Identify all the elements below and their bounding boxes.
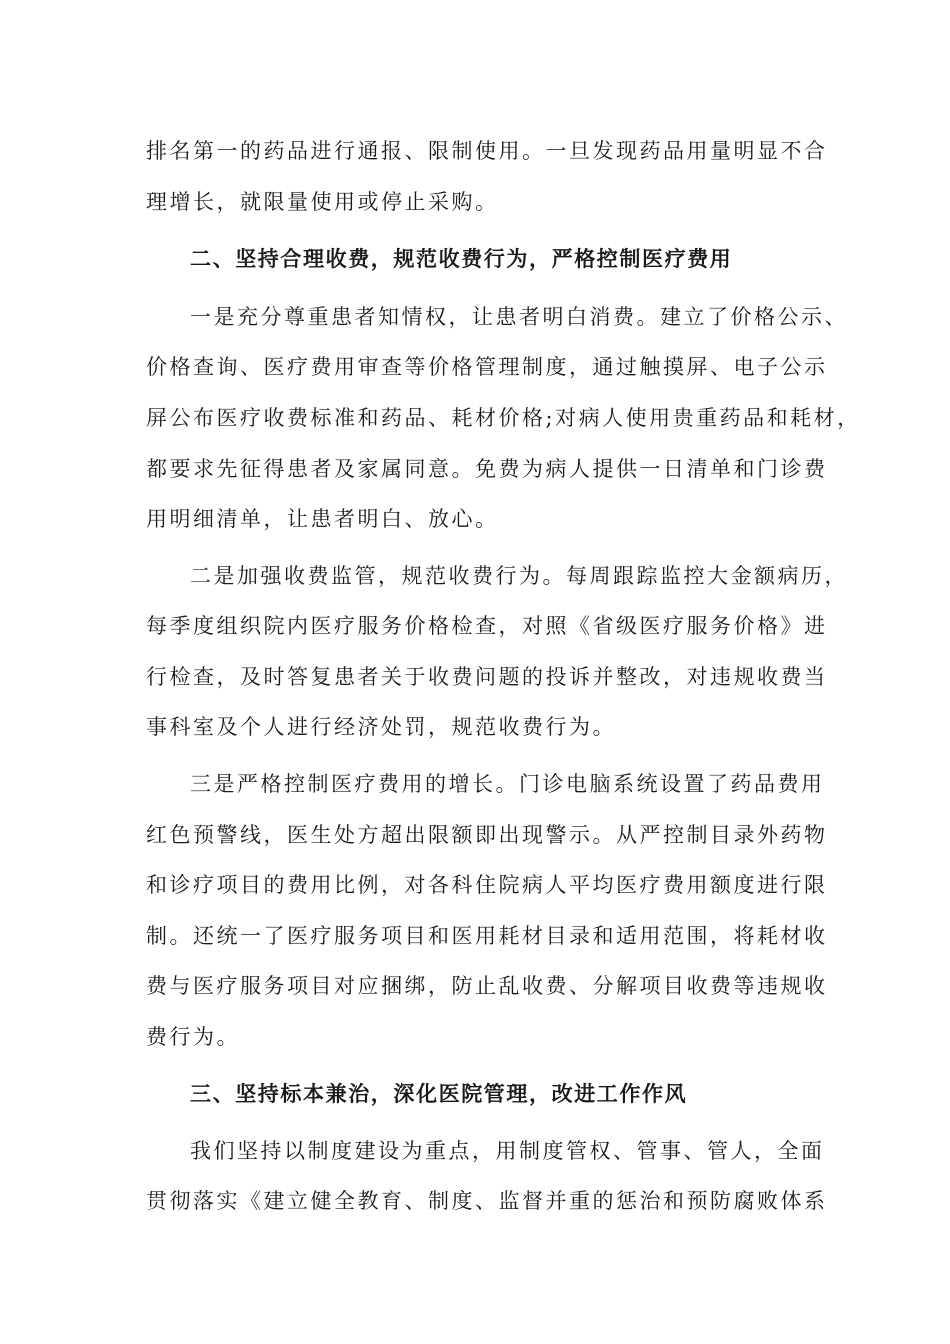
paragraph-line: 事科室及个人进行经济处罚，规范收费行为。 — [146, 715, 616, 739]
section-heading-3: 三、坚持标本兼治，深化医院管理，改进工作作风 — [190, 1082, 688, 1106]
paragraph-line: 理增长，就限量使用或停止采购。 — [146, 190, 499, 214]
paragraph-line: 用明细清单，让患者明白、放心。 — [146, 507, 499, 531]
paragraph-line: 三是严格控制医疗费用的增长。门诊电脑系统设置了药品费用 — [190, 772, 825, 796]
paragraph-line: 和诊疗项目的费用比例，对各科住院病人平均医疗费用额度进行限 — [146, 873, 828, 897]
paragraph-line: 红色预警线，医生处方超出限额即出现警示。从严控制目录外药物 — [146, 823, 828, 847]
paragraph-line: 一是充分尊重患者知情权，让患者明白消费。建立了价格公示、 — [190, 305, 848, 329]
paragraph-line: 制。还统一了医疗服务项目和医用耗材目录和适用范围，将耗材收 — [146, 924, 828, 948]
paragraph-line: 每季度组织院内医疗服务价格检查，对照《省级医疗服务价格》进 — [146, 614, 828, 638]
paragraph-line: 都要求先征得患者及家属同意。免费为病人提供一日清单和门诊费 — [146, 457, 828, 481]
paragraph-line: 屏公布医疗收费标准和药品、耗材价格;对病人使用贵重药品和耗材， — [146, 406, 861, 430]
paragraph-line: 贯彻落实《建立健全教育、制度、监督并重的惩治和预防腐败体系 — [146, 1189, 828, 1213]
paragraph-line: 行检查，及时答复患者关于收费问题的投诉并整改，对违规收费当 — [146, 665, 828, 689]
paragraph-line: 排名第一的药品进行通报、限制使用。一旦发现药品用量明显不合 — [146, 139, 828, 163]
paragraph-line: 价格查询、医疗费用审查等价格管理制度，通过触摸屏、电子公示 — [146, 355, 828, 379]
paragraph-line: 费与医疗服务项目对应捆绑，防止乱收费、分解项目收费等违规收 — [146, 974, 828, 998]
paragraph-line: 费行为。 — [146, 1025, 240, 1049]
section-heading-2: 二、坚持合理收费，规范收费行为，严格控制医疗费用 — [190, 247, 733, 271]
paragraph-line: 二是加强收费监管，规范收费行为。每周跟踪监控大金额病历， — [190, 564, 848, 588]
paragraph-line: 我们坚持以制度建设为重点，用制度管权、管事、管人，全面 — [190, 1139, 825, 1163]
